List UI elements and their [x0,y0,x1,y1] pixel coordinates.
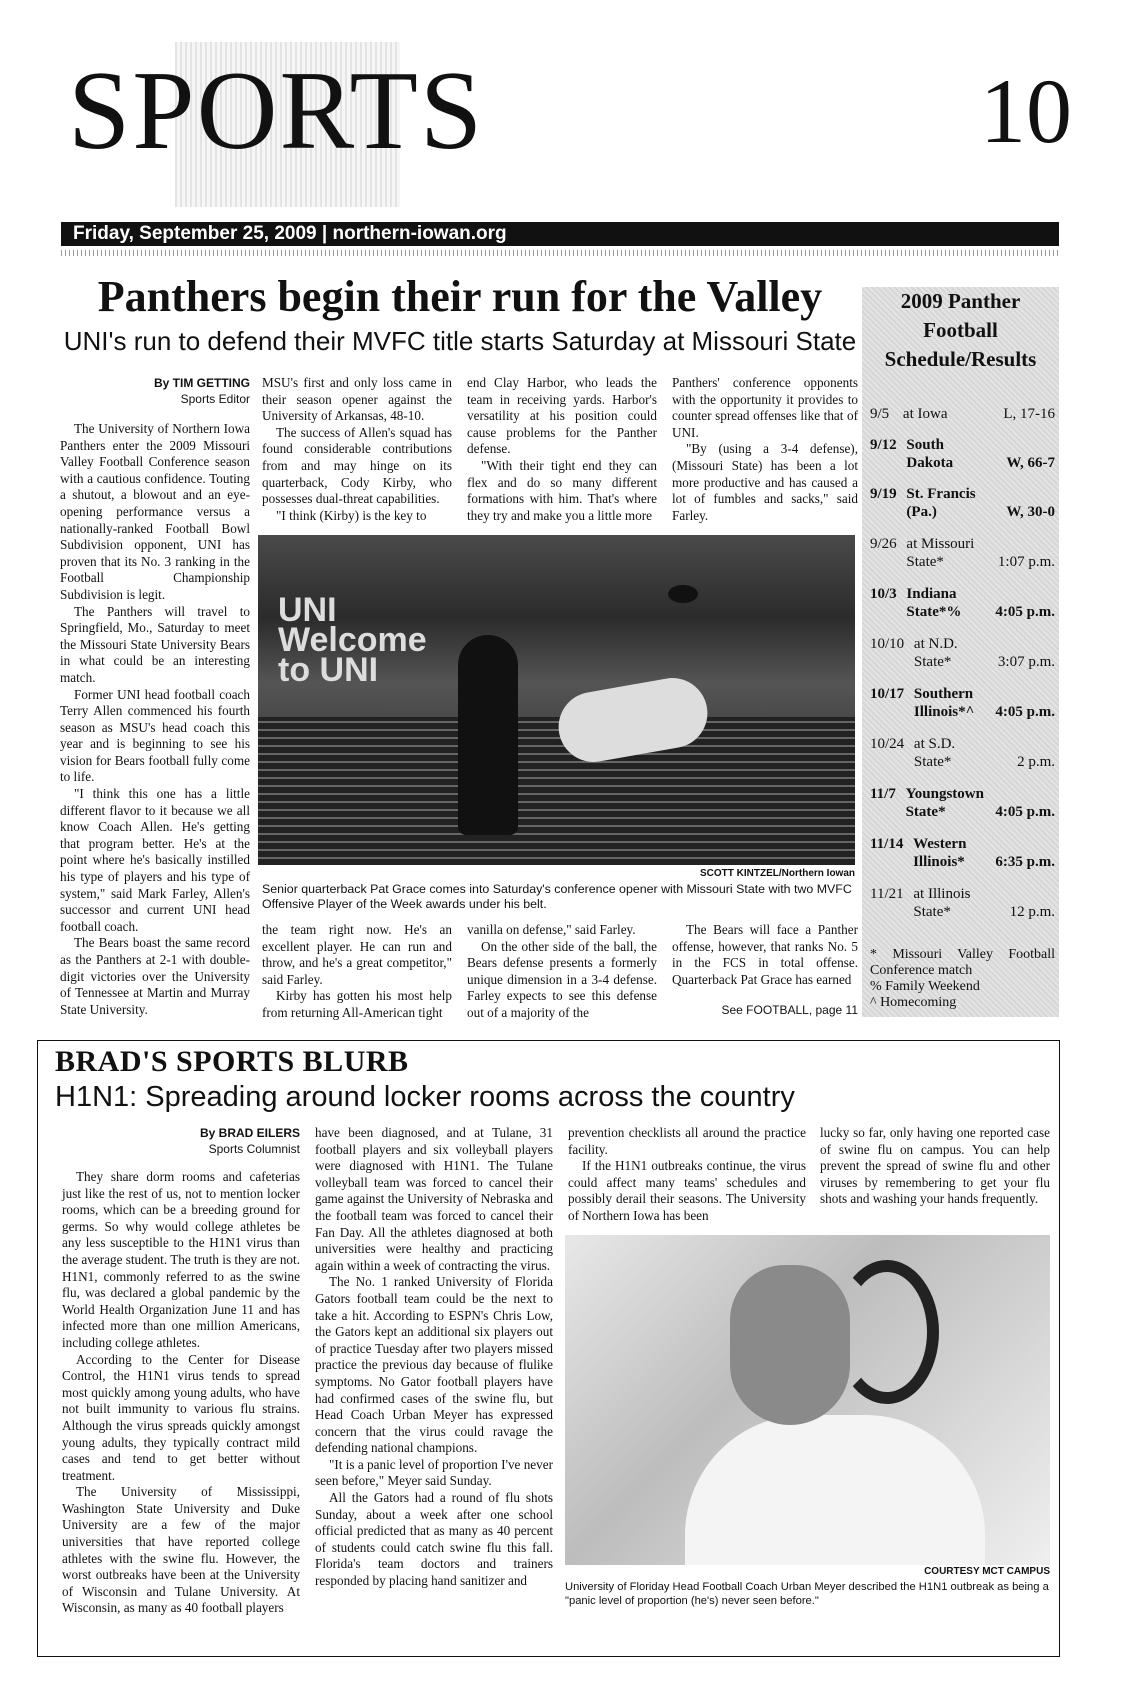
schedule-date: 9/5 [870,406,890,422]
byline-title: Sports Editor [180,392,250,406]
photo-caption: University of Floriday Head Football Coach Urban Meyer described the H1N1 outbreak as being a "panic level of proportion (he's) never seen before." [565,1581,1049,1607]
schedule-row [870,735,1055,771]
paragraph: "I think this one has a little different flavor to it because we all know Coach Allen. He's getting that program better. He's at the point where he's basically instilled his type of players and his type of system," said Mark Farley, Allen's successor and current UNI head football coach. [60,786,250,934]
paragraph: The Panthers will travel to Springfield, Mo., Saturday to meet the Missouri State University Bears in what could be an interesting match. [60,603,250,685]
schedule-date: 11/21 [870,886,904,902]
schedule-result: 1:07 p.m. [997,554,1055,570]
column2-col-2 [315,1125,553,1590]
schedule-notes [870,947,1055,1011]
schedule-opponent: South Dakota [906,437,954,471]
schedule-result: 12 p.m. [1009,904,1055,920]
schedule-result: 3:07 p.m. [997,654,1055,670]
schedule-opponent: Southern Illinois*^ [913,686,975,720]
byline-name: By TIM GETTING [154,376,250,390]
schedule-result: 4:05 p.m. [995,604,1055,620]
schedule-date: 10/17 [870,686,905,702]
schedule-date: 10/24 [870,736,905,752]
schedule-result: L, 17-16 [1003,406,1055,422]
photo-quarterback [458,635,518,835]
column2-col-4 [820,1125,1050,1208]
schedule-title: 2009 Panther Football Schedule/Results [884,289,1037,371]
coach-photo [565,1235,1050,1565]
schedule-result: 4:05 p.m. [995,704,1055,720]
schedule-row [870,635,1055,671]
photo-caption: Senior quarterback Pat Grace comes into Saturday's conference opener with Missouri State with two MVFC Offensive Player of the Week awards under his belt. [262,882,852,911]
schedule-row [870,785,1055,821]
story-column-2 [262,375,452,524]
paragraph: They share dorm rooms and cafeterias just like the rest of us, not to mention locker rooms, which can be a breeding ground for germs. So why would college athletes be any less susceptible to the H1N1 virus than the average student. The truth is they are not. H1N1, commonly referred to as the swine flu, was declared a global pandemic by the World Health Organization June 11 and has infected more than one million Americans, including college athletes. [62,1169,300,1350]
paragraph: prevention checklists all around the practice facility. [568,1125,806,1157]
schedule-row [870,885,1055,921]
paragraph: end Clay Harbor, who leads the team in receiving yards. Harbor's versatility at his position could cause problems for the Panther defense. [467,375,657,457]
paragraph: All the Gators had a round of flu shots Sunday, about a week after one school official predicted that as many as 40 percent of students could catch swine flu this fall. Florida's team doctors and trainers responded by placing hand sanitizer and [315,1490,553,1589]
schedule-result: W, 66-7 [1006,455,1055,471]
photo-credit: SCOTT KINTZEL/Northern Iowan [700,868,855,879]
story-column-1 [60,375,250,1018]
schedule-date: 10/10 [870,636,905,652]
paragraph: "I think (Kirby) is the key to [276,507,427,523]
paragraph: Former UNI head football coach Terry Allen commenced his fourth season as MSU's head coach this year and is beginning to see his vision for Bears football fully come to life. [60,686,250,785]
schedule-note: % Family Weekend [870,979,980,994]
schedule-opponent: at S.D. State* [913,736,956,770]
column-text [62,1169,300,1617]
paragraph: The University of Northern Iowa Panthers enter the 2009 Missouri Valley Football Conference season with a cautious confidence. Touting a shutout, a blowout and an eye-opening performance versus a nationally-ranked Football Bowl Subdivision opponent, UNI has proven that its No. 3 ranking in the Football Championship Subdivision is legit. [60,421,250,602]
schedule-date: 9/12 [870,437,897,453]
paragraph: The Bears will face a Panther offense, however, that ranks No. 5 in the FCS in total offense. Quarterback Pat Grace has earned [672,922,858,987]
schedule-result: 4:05 p.m. [995,804,1055,820]
photo-field [258,717,855,866]
byline [62,1125,300,1157]
rule-divider [61,250,1059,256]
paragraph: The success of Allen's squad has found considerable contributions from and may hinge on its quarterback, Cody Kirby, who possesses dual-threat capabilities. [262,424,452,507]
schedule-date: 9/19 [870,486,897,502]
paragraph: MSU's first and only loss came in their season opener against the University of Arkansas, 48-10. [262,375,452,424]
schedule-date: 11/7 [870,786,896,802]
schedule-date: 11/14 [870,836,904,852]
photo-credit: COURTESY MCT CAMPUS [924,1566,1050,1577]
byline-title: Sports Columnist [208,1142,300,1156]
column-text [60,421,250,1018]
story-column-3 [467,375,657,524]
schedule-opponent: Indiana State*% [906,586,962,620]
schedule-result: 6:35 p.m. [995,854,1055,870]
schedule-note: * Missouri Valley Football Conference match [870,947,1055,978]
byline [60,375,250,407]
schedule-row [870,835,1055,871]
paragraph: "By (using a 3-4 defense), (Missouri State) has been a lot more productive and has caused a lot of fumbles and sacks," said Farley. [672,441,858,523]
schedule-row [870,585,1055,621]
paragraph: "It is a panic level of proportion I've never seen before," Meyer said Sunday. [315,1456,553,1489]
paragraph: the team right now. He's an excellent player. He can run and throw, and he's a great competitor," said Farley. [262,922,452,987]
schedule-row [870,485,1055,521]
schedule-date: 10/3 [870,586,897,602]
paragraph: The No. 1 ranked University of Florida Gators football team could be the next to take a hit. According to ESPN's Chris Low, the Gators kept an additional six players out of practice Tuesday after two players missed practice the previous day because of flulike symptoms. No Gator football players have had confirmed cases of the swine flu, but Head Coach Urban Meyer has expressed concern that the virus could ravage the defending national champions. [315,1274,553,1456]
paragraph: "With their tight end they can flex and do so many different formations with him. That's where they try and make you a little more [467,457,657,523]
photo-shirt [685,1415,985,1565]
byline-name: By BRAD EILERS [199,1126,300,1140]
page-number: 10 [980,60,1072,162]
schedule-result: W, 30-0 [1006,504,1055,520]
story-headline: Panthers begin their run for the Valley [97,272,823,321]
photo-banner-text: UNI Welcome to UNI [278,591,427,689]
schedule-row [870,685,1055,721]
column2-col-3 [568,1125,806,1225]
schedule-opponent: St. Francis (Pa.) [906,486,976,520]
schedule-row [870,405,1055,423]
paragraph: On the other side of the ball, the Bears defense presents a formerly unique dimension in a 3-4 defense. Farley expects to see this defense out of a majority of the [467,938,657,1020]
headset-icon [835,1260,939,1404]
paragraph: have been diagnosed, and at Tulane, 31 football players and six volleyball players were diagnosed with H1N1. The Tulane volleyball team was forced to cancel their game against the University of Nebraska and the football team was forced to cancel their Fan Day. All the athletes diagnosed at both universities were healthy and practicing again within a week of contracting the virus. [315,1125,553,1273]
schedule-row [870,436,1055,472]
schedule-opponent: at Illinois State* [913,886,971,920]
game-photo [258,535,855,865]
story-column-4b [672,922,858,988]
paragraph: lucky so far, only having one reported case of swine flu on campus. You can help prevent the spread of swine flu and other viruses by remembering to get your flu shots and washing your hands frequently. [820,1125,1050,1207]
schedule-row [870,535,1055,571]
paragraph: Panthers' conference opponents with the opportunity it provides to counter spread offenses like that of UNI. [672,375,858,440]
story-deck: UNI's run to defend their MVFC title starts Saturday at Missouri State [63,326,857,356]
schedule-opponent: Western Illinois* [913,836,967,870]
story-column-2b [262,922,452,1022]
paragraph: The Bears boast the same record as the Panthers at 2-1 with double-digit victories over the University of Tennessee at Martin and Murray State University. [60,935,250,1017]
schedule-opponent: at Missouri State* [906,536,975,570]
schedule-result: 2 p.m. [1017,754,1055,770]
paragraph: vanilla on defense," said Farley. [467,922,636,937]
section-title: SPORTS [68,49,485,173]
schedule-opponent: at N.D. State* [913,636,958,670]
paragraph: According to the Center for Disease Control, the H1N1 virus tends to spread most quickly among young adults, who have not built immunity to various flu strains. Although the virus spreads quickly amongst young adults, they typically contract mild cases and tend to get better without treatment. [62,1351,300,1483]
story-column-4 [672,375,858,524]
schedule-opponent: Youngstown State* [905,786,984,820]
photo-football [668,585,698,603]
jump-line: See FOOTBALL, page 11 [721,1003,858,1017]
column2-col-1 [62,1125,300,1617]
dateline-bar: Friday, September 25, 2009 | northern-iowan.org [61,222,1059,246]
paragraph: Kirby has gotten his most help from returning All-American tight [262,988,452,1020]
paragraph: The University of Mississippi, Washington State University and Duke University are a few of the major universities that have reported college athletes with the swine flu. However, the worst outbreaks have been at the University of Wisconsin and Tulane University. At Wisconsin, as many as 40 football players [62,1484,300,1616]
schedule-note: ^ Homecoming [870,995,957,1010]
column-headline: BRAD'S SPORTS BLURB [55,1045,409,1078]
photo-coach-head [730,1265,850,1425]
schedule-opponent: at Iowa [902,406,948,422]
story-column-3b [467,922,657,1022]
schedule-date: 9/26 [870,536,897,552]
column-deck: H1N1: Spreading around locker rooms across the country [55,1081,795,1113]
paragraph: If the H1N1 outbreaks continue, the virus could affect many teams' schedules and possibly derail their seasons. The University of Northern Iowa has been [568,1158,806,1223]
